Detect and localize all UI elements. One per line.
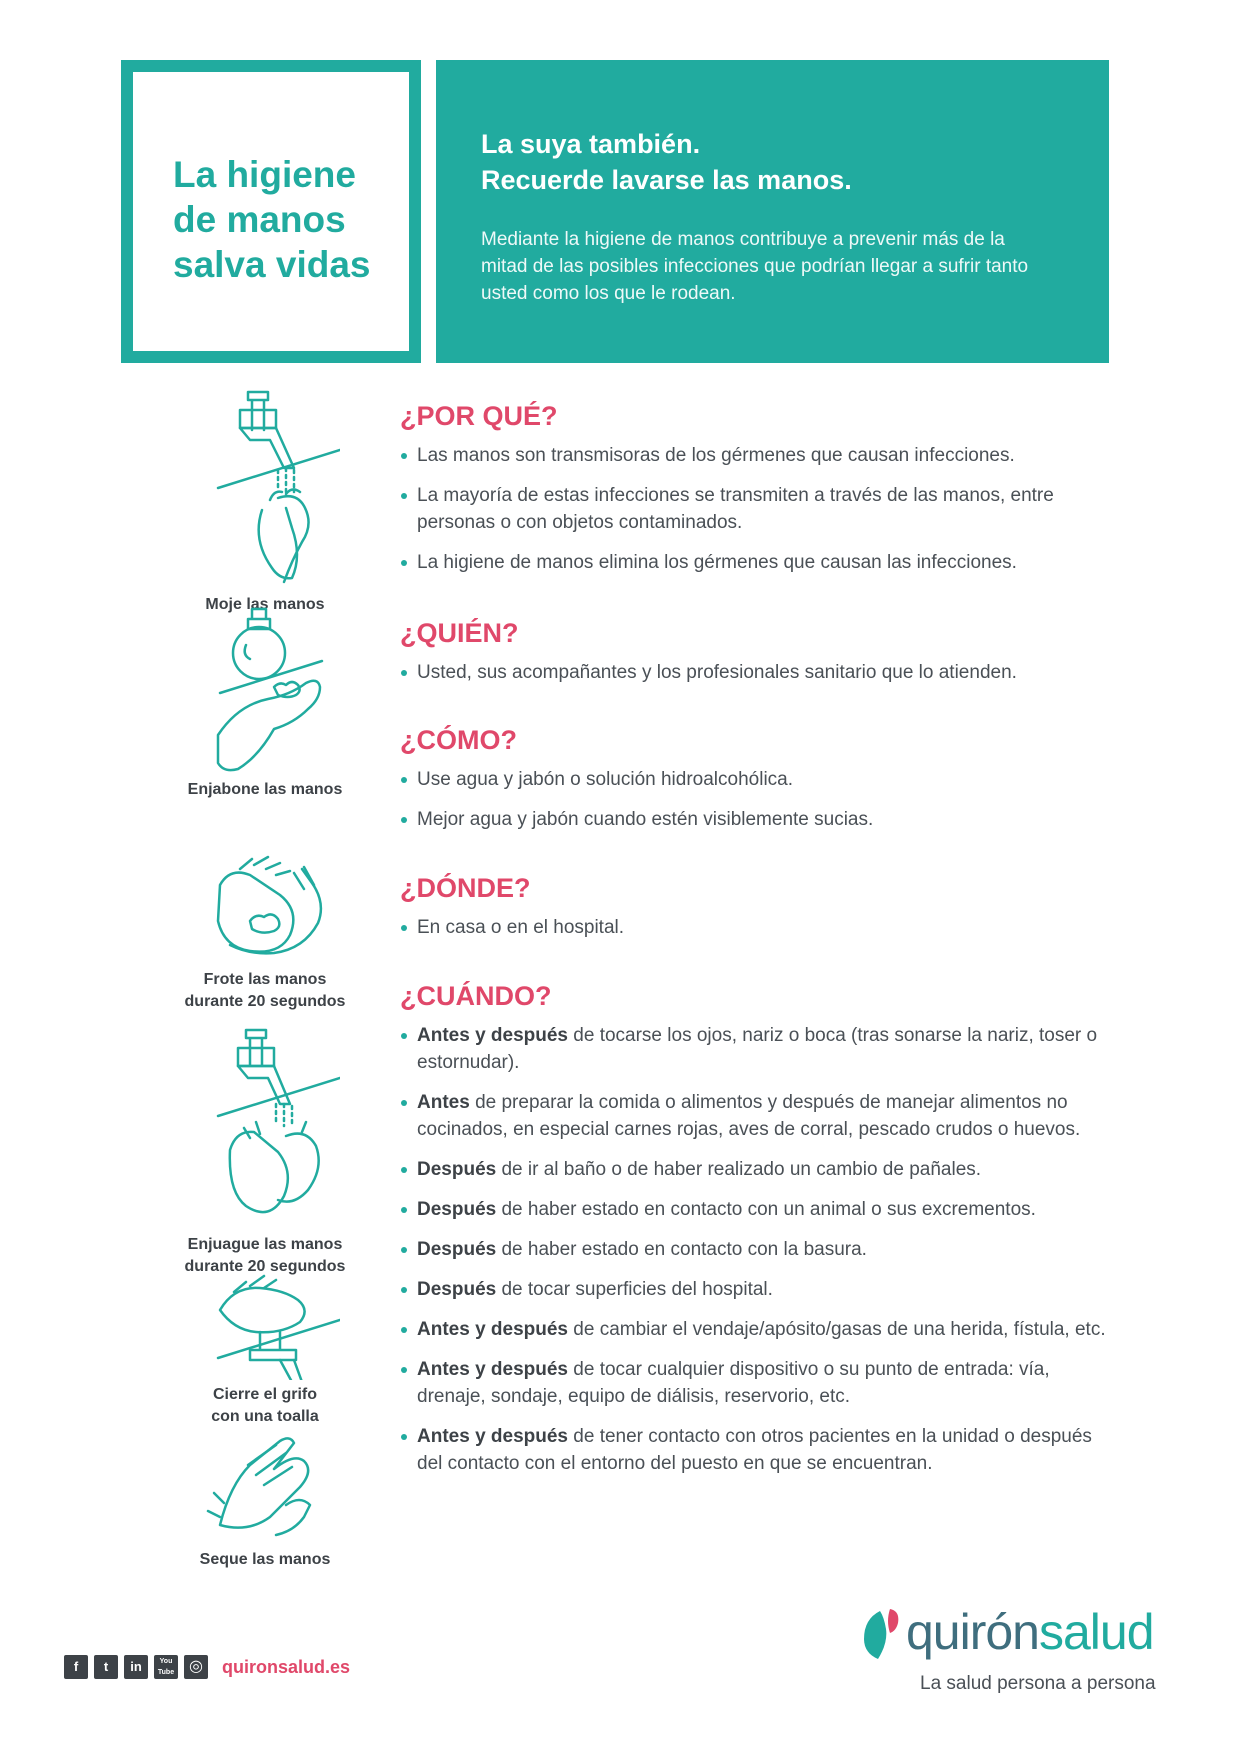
header-title-box bbox=[121, 60, 421, 363]
step-dry bbox=[170, 1435, 360, 1571]
headline-line-1: La suya también. bbox=[481, 129, 701, 159]
close-tap-icon bbox=[190, 1270, 340, 1380]
dry-hands-icon bbox=[190, 1435, 340, 1545]
list-item: Antes y después de tocar cualquier dispositivo o su punto de entrada: vía, drenaje, sondaje, equipo de diálisis, reservorio, etc. bbox=[400, 1356, 1120, 1410]
wet-hands-icon bbox=[190, 380, 340, 590]
title-line-1: La higiene bbox=[173, 154, 356, 195]
title-line-3: salva vidas bbox=[173, 244, 371, 285]
youtube-icon[interactable]: You Tube bbox=[154, 1655, 178, 1679]
section-por-que bbox=[400, 400, 1120, 589]
step-label: Enjuague las manos durante 20 segundos bbox=[184, 1236, 346, 1275]
section-heading: ¿DÓNDE? bbox=[400, 873, 531, 903]
linkedin-icon[interactable]: in bbox=[124, 1655, 148, 1679]
soap-hands-icon bbox=[190, 605, 340, 775]
header-title bbox=[173, 152, 409, 287]
logo-tagline: La salud persona a persona bbox=[920, 1673, 1156, 1694]
step-label: Enjabone las manos bbox=[187, 781, 343, 798]
list-item: Después de haber estado en contacto con la basura. bbox=[400, 1236, 1120, 1263]
section-heading: ¿CUÁNDO? bbox=[400, 981, 552, 1011]
step-label: Frote las manos durante 20 segundos bbox=[184, 971, 346, 1010]
step-wet bbox=[170, 380, 360, 616]
section-heading: ¿CÓMO? bbox=[400, 725, 517, 755]
list-item: Mejor agua y jabón cuando estén visiblemente sucias. bbox=[400, 806, 1120, 833]
list-item: La higiene de manos elimina los gérmenes que causan las infecciones. bbox=[400, 549, 1120, 576]
header-headline bbox=[481, 126, 1109, 198]
step-rinse bbox=[170, 1020, 360, 1278]
twitter-icon[interactable]: t bbox=[94, 1655, 118, 1679]
list-item: Use agua y jabón o solución hidroalcohólica. bbox=[400, 766, 1120, 793]
header-body: Mediante la higiene de manos contribuye a prevenir más de la mitad de las posibles infecciones que podrían llegar a sufrir tanto usted como los que le rodean. bbox=[481, 229, 1029, 304]
headline-line-2: Recuerde lavarse las manos. bbox=[481, 165, 852, 195]
bullet-list bbox=[400, 659, 1120, 686]
section-heading: ¿POR QUÉ? bbox=[400, 401, 558, 431]
rinse-hands-icon bbox=[190, 1020, 340, 1230]
instagram-icon[interactable]: ◎ bbox=[184, 1655, 208, 1679]
title-line-2: de manos bbox=[173, 199, 346, 240]
facebook-icon[interactable]: f bbox=[64, 1655, 88, 1679]
quironsalud-logo bbox=[860, 1595, 1180, 1705]
step-label: Cierre el grifo con una toalla bbox=[211, 1386, 319, 1425]
list-item: Antes y después de tocarse los ojos, nariz o boca (tras sonarse la nariz, toser o estornudar). bbox=[400, 1022, 1120, 1076]
section-cuando bbox=[400, 980, 1120, 1490]
step-rub bbox=[170, 855, 360, 1013]
list-item: Después de haber estado en contacto con un animal o sus excrementos. bbox=[400, 1196, 1120, 1223]
website-link[interactable]: quironsalud.es bbox=[222, 1657, 351, 1677]
logo-wordmark: quirónsalud bbox=[906, 1604, 1154, 1660]
header-title-inner bbox=[133, 72, 409, 351]
bullet-list bbox=[400, 914, 1120, 941]
step-soap bbox=[170, 605, 360, 801]
bullet-list bbox=[400, 1022, 1120, 1477]
bullet-list bbox=[400, 442, 1120, 576]
section-donde bbox=[400, 872, 1120, 954]
list-item: Las manos son transmisoras de los gérmenes que causan infecciones. bbox=[400, 442, 1120, 469]
section-heading: ¿QUIÉN? bbox=[400, 618, 519, 648]
step-label: Moje las manos bbox=[205, 596, 325, 613]
list-item: Antes y después de cambiar el vendaje/apósito/gasas de una herida, fístula, etc. bbox=[400, 1316, 1120, 1343]
section-quien bbox=[400, 617, 1120, 699]
list-item: Después de tocar superficies del hospital. bbox=[400, 1276, 1120, 1303]
bullet-list bbox=[400, 766, 1120, 833]
logo-leaf-icon bbox=[860, 1605, 904, 1665]
rub-hands-icon bbox=[190, 855, 340, 965]
list-item: Usted, sus acompañantes y los profesionales sanitario que lo atienden. bbox=[400, 659, 1120, 686]
header-info-box bbox=[436, 60, 1109, 363]
list-item: Después de ir al baño o de haber realizado un cambio de pañales. bbox=[400, 1156, 1120, 1183]
list-item: Antes y después de tener contacto con otros pacientes en la unidad o después del contacto con el entorno del puesto en que se encuentran. bbox=[400, 1423, 1120, 1477]
step-close-tap bbox=[170, 1270, 360, 1428]
list-item: La mayoría de estas infecciones se transmiten a través de las manos, entre personas o con objetos contaminados. bbox=[400, 482, 1120, 536]
step-label: Seque las manos bbox=[199, 1551, 331, 1568]
section-como bbox=[400, 724, 1120, 846]
list-item: En casa o en el hospital. bbox=[400, 914, 1120, 941]
list-item: Antes de preparar la comida o alimentos y después de manejar alimentos no cocinados, en especial carnes rojas, aves de corral, pescado crudos o huevos. bbox=[400, 1089, 1120, 1143]
